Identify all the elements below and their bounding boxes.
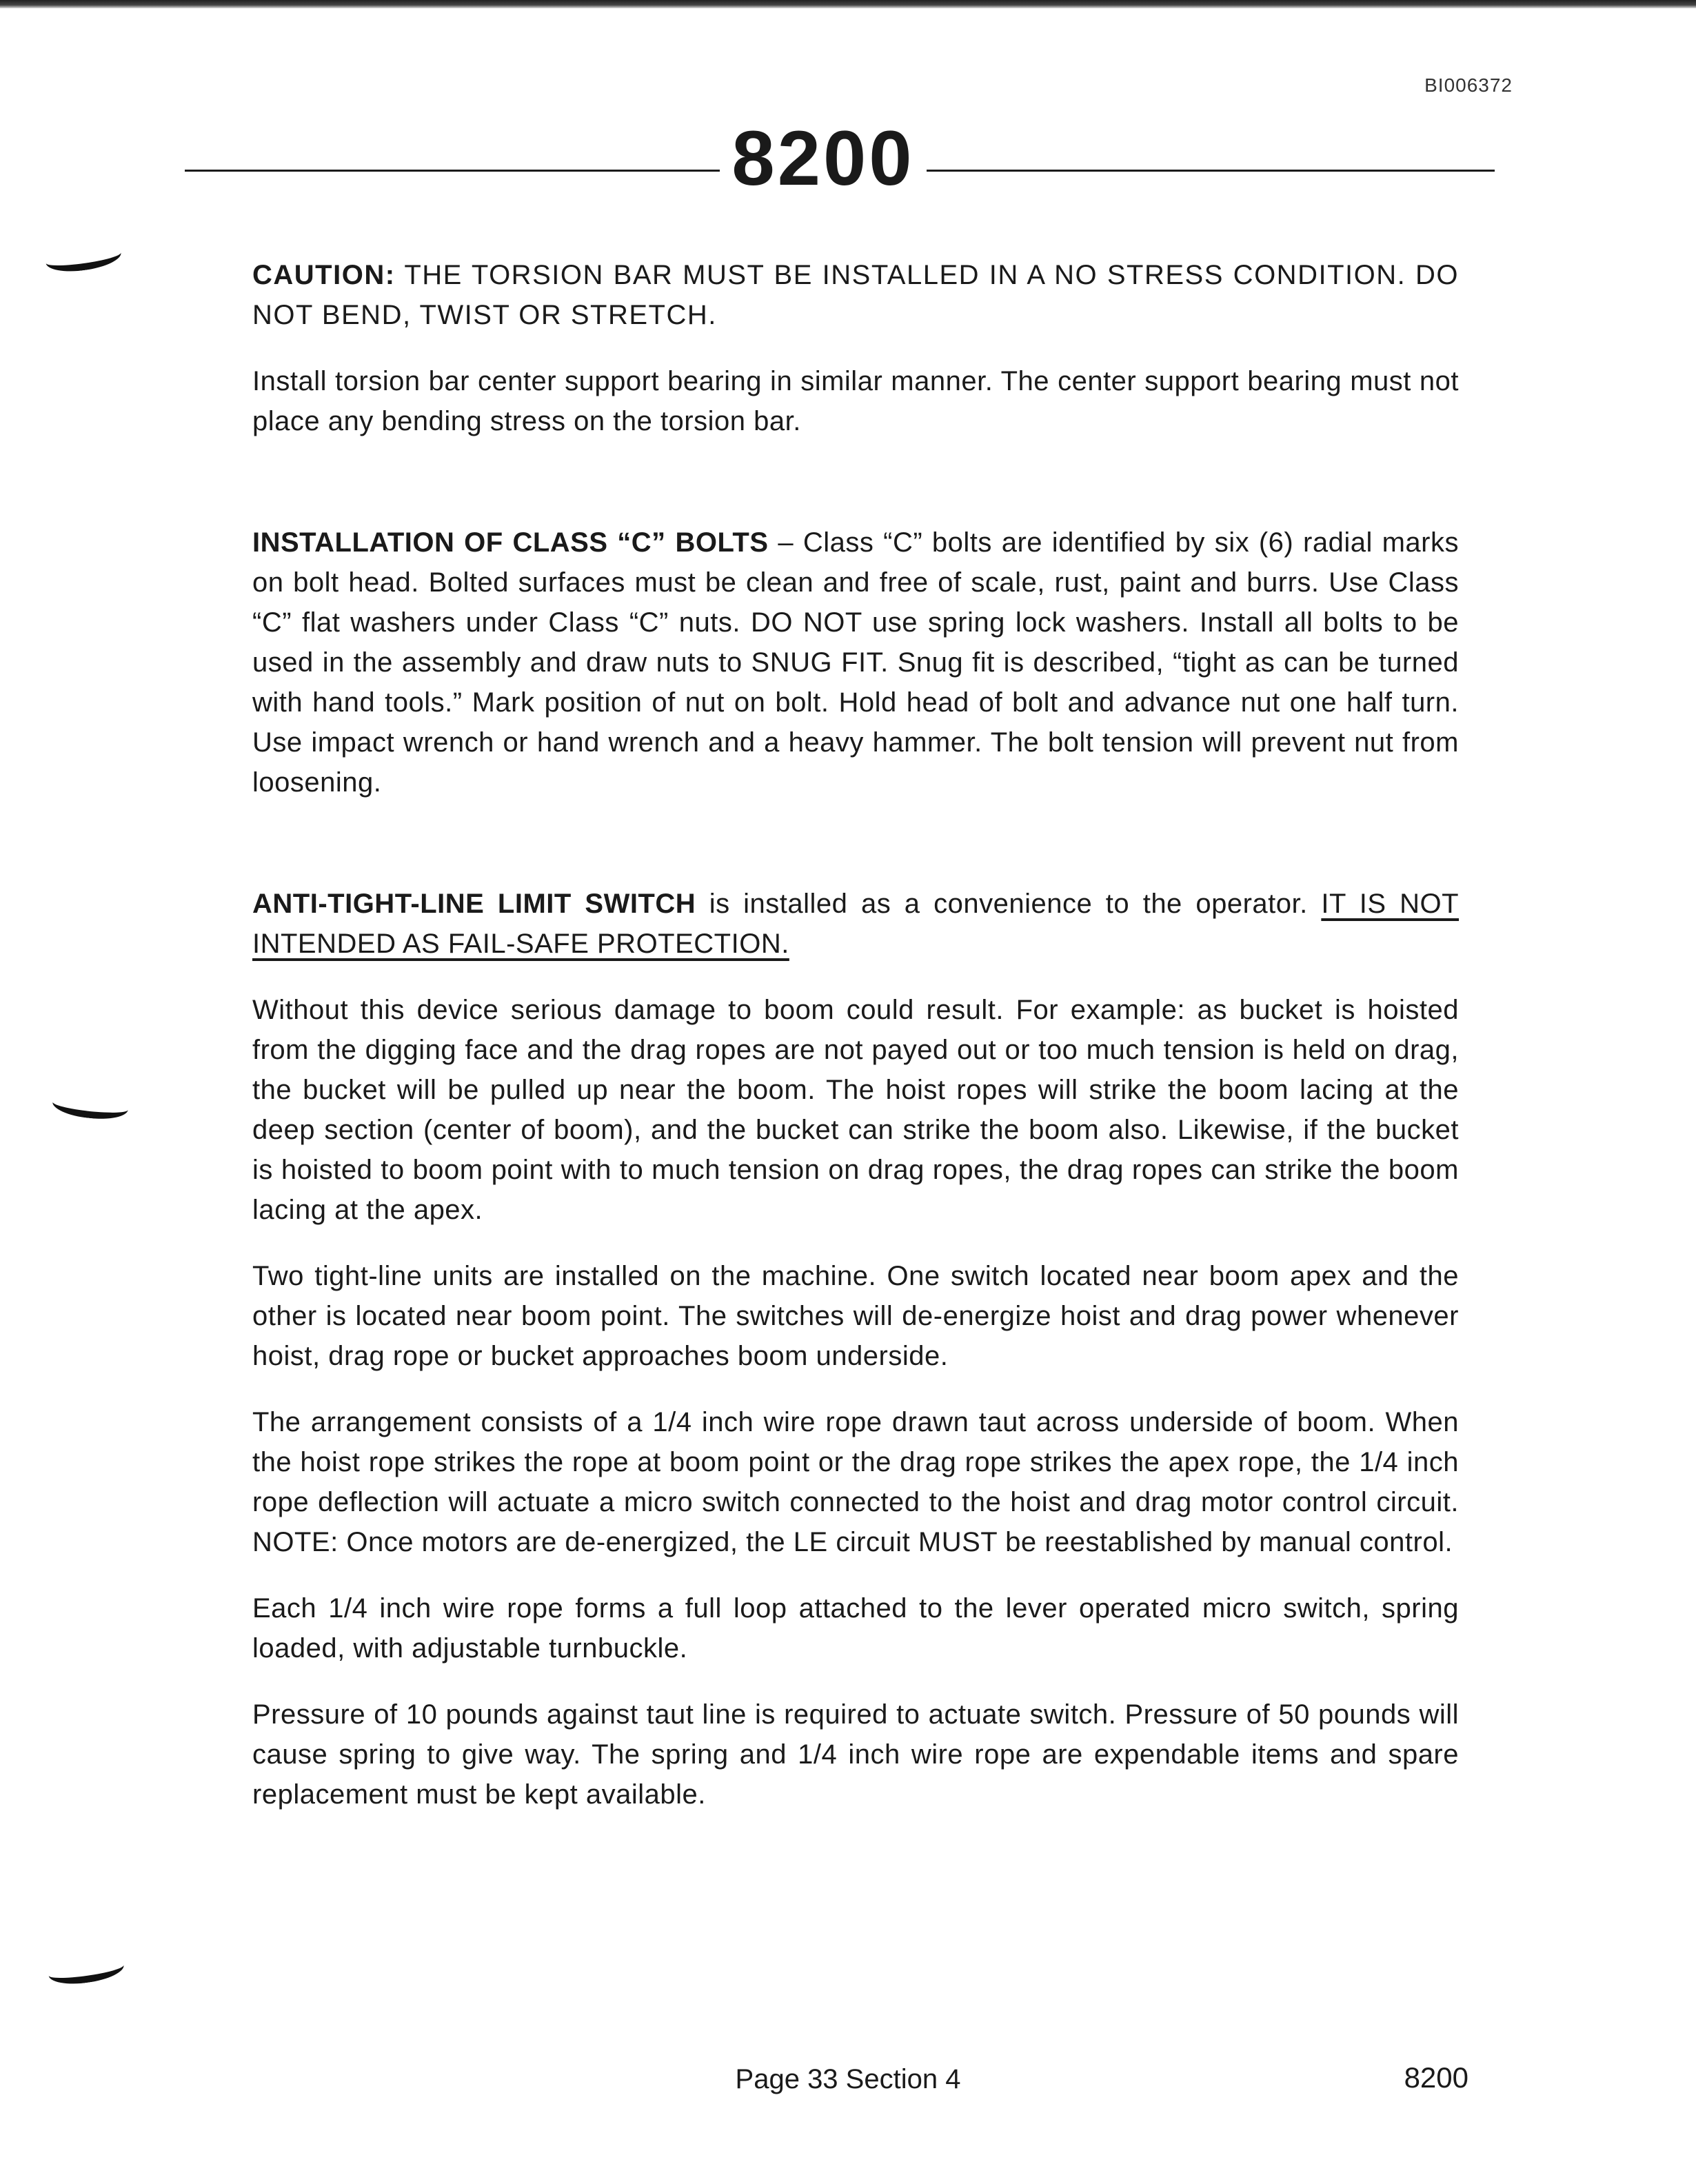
margin-mark-top [44,241,123,276]
fail-safe-notice: IT IS NOT INTENDED AS FAIL-SAFE PROTECTION. [252,889,1460,959]
anti-tight-line-body: is installed as a convenience to the operator. [696,889,1322,919]
arrangement-paragraph: The arrangement consists of a 1/4 inch wire rope drawn taut across underside of boom. When the hoist rope strikes the rope at boom point or the drag rope strikes the apex rope, the 1/4 inch rope deflection will actuate a micro switch connected to the hoist and drag motor control circuit. NOTE: Once motors are de-energized, the LE circuit MUST be reestablished by manual control. [252,1407,1459,1557]
scan-top-edge [0,0,1696,8]
anti-tight-line-paragraph [252,884,1459,964]
class-c-bolts-body: – Class “C” bolts are identified by six (6) radial marks on bolt head. Bolted surfaces must be clean and free of scale, rust, paint and burrs. Use Class “C” flat washers under Class “C” nuts. DO NOT use spring lock washers. Install all bolts to be used in the assembly and draw nuts to SNUG FIT. Snug fit is described, “tight as can be turned with hand tools.” Mark position of nut on bolt. Hold head of bolt and advance nut one half turn. Use impact wrench or hand wrench and a heavy hammer. The bolt tension will prevent nut from loosening. [252,527,1459,798]
anti-tight-line-heading: ANTI-TIGHT-LINE LIMIT SWITCH [252,889,696,919]
footer-model-number: 8200 [1404,2061,1468,2094]
document-body [252,255,1459,1814]
margin-mark-middle [51,1089,129,1122]
page-title: 8200 [731,115,915,201]
footer-page-number: Page 33 Section 4 [735,2064,961,2094]
title-row [185,117,1495,200]
caution-text: THE TORSION BAR MUST BE INSTALLED IN A NO STRESS CONDITION. DO NOT BEND, TWIST OR STRETCH. [252,260,1459,330]
class-c-bolts-heading: INSTALLATION OF CLASS “C” BOLTS [252,527,769,558]
without-device-paragraph: Without this device serious damage to boom could result. For example: as bucket is hoisted from the digging face and the drag ropes are not payed out or too much tension is held on drag, the bucket will be pulled up near the boom. The hoist ropes will strike the boom lacing at the deep section (center of boom), and the bucket can strike the boom also. Likewise, if the bucket is hoisted to boom point with to much tension on drag ropes, the drag ropes can strike the boom lacing at the apex. [252,995,1459,1225]
two-units-paragraph: Two tight-line units are installed on the machine. One switch located near boom apex and the other is located near boom point. The switches will de-energize hoist and drag power whenever hoist, drag rope or bucket approaches boom underside. [252,1261,1459,1371]
wire-rope-loop-paragraph: Each 1/4 inch wire rope forms a full loop attached to the lever operated micro switch, spring loaded, with adjustable turnbuckle. [252,1593,1459,1664]
class-c-bolts-paragraph [252,523,1459,802]
pressure-paragraph: Pressure of 10 pounds against taut line is required to actuate switch. Pressure of 50 pounds will cause spring to give way. The spring and 1/4 inch wire rope are expendable items and spare replacement must be kept available. [252,1699,1459,1810]
title-rule-left [185,170,720,172]
margin-mark-bottom [47,1953,125,1988]
center-bearing-paragraph: Install torsion bar center support bearing in similar manner. The center support bearing must not place any bending stress on the torsion bar. [252,366,1459,436]
document-id: BI006372 [1424,74,1513,96]
caution-label: CAUTION: [252,260,396,290]
title-rule-right [927,170,1495,172]
caution-paragraph [252,255,1459,335]
